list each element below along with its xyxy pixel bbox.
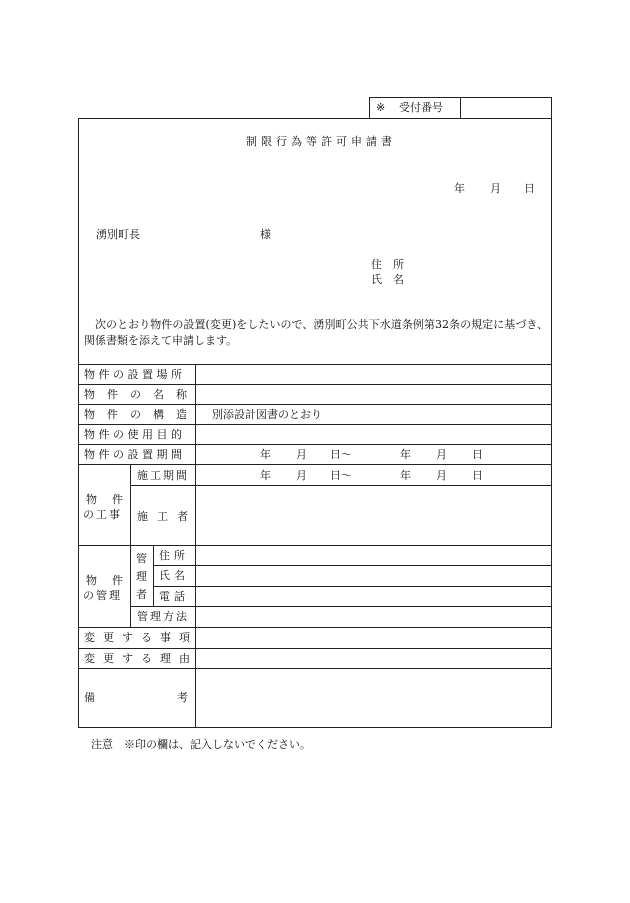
purpose-label: 物件の使用目的	[84, 428, 186, 441]
row-line	[78, 444, 552, 445]
manager-vertical-1: 管	[136, 552, 147, 565]
change-item-field[interactable]	[197, 629, 550, 647]
manager-phone-label: 電話	[159, 590, 189, 603]
application-body-text: 次のとおり物件の設置(変更)をしたいので、湧別町公共下水道条例第32条の規定に基づき、関係書類を添えて申請します。	[84, 318, 548, 347]
manager-name-label: 氏名	[159, 569, 189, 582]
receipt-mark: ※	[376, 101, 386, 114]
row-line	[153, 565, 552, 566]
work-period-label: 施工期間	[137, 469, 189, 482]
install-from-month: 月	[296, 448, 307, 461]
location-field[interactable]	[197, 366, 550, 383]
mgmt-method-label: 管理方法	[137, 610, 189, 623]
work-group-label-line1: 物 件	[86, 493, 125, 506]
date-month-label: 月	[490, 182, 501, 195]
row-line	[78, 464, 552, 465]
purpose-field[interactable]	[197, 426, 550, 443]
install-to-month: 月	[436, 448, 447, 461]
manager-vertical-3: 者	[136, 588, 147, 601]
receipt-number-label: 受付番号	[399, 101, 443, 114]
contractor-field[interactable]	[197, 487, 550, 544]
install-to-year: 年	[400, 448, 411, 461]
row-line	[78, 404, 552, 405]
manager-address-field[interactable]	[197, 547, 550, 564]
remarks-label: 備考	[84, 691, 270, 704]
structure-value: 別添設計図書のとおり	[212, 408, 322, 421]
row-line	[130, 606, 552, 607]
addressee-name: 湧別町長	[96, 228, 140, 241]
work-from-year: 年	[260, 469, 271, 482]
work-to-day: 日	[472, 469, 483, 482]
install-from-year: 年	[260, 448, 271, 461]
row-line	[78, 627, 552, 628]
change-item-label: 変更する事項	[84, 631, 198, 644]
date-day-label: 日	[524, 182, 535, 195]
work-to-year: 年	[400, 469, 411, 482]
name-label: 物件の名称	[84, 388, 199, 401]
row-line	[153, 586, 552, 587]
install-period-label: 物件の設置期間	[84, 448, 186, 461]
group-divider-mgmt	[130, 545, 131, 627]
row-line	[130, 485, 552, 486]
form-title-text: 制限行為等許可申請書	[246, 135, 396, 148]
applicant-address-label: 住 所	[371, 258, 404, 271]
object-name-field[interactable]	[197, 386, 550, 403]
structure-label: 物件の構造	[84, 408, 199, 421]
change-reason-field[interactable]	[197, 650, 550, 667]
mgmt-method-field[interactable]	[197, 608, 550, 626]
manager-name-field[interactable]	[197, 567, 550, 585]
footer-note: 注意 ※印の欄は、記入しないでください。	[91, 738, 311, 751]
receipt-divider	[460, 97, 461, 119]
date-year-label: 年	[454, 182, 465, 195]
mgmt-group-label-line2: の管理	[83, 589, 122, 602]
mgmt-group-label-line1: 物 件	[86, 574, 125, 587]
manager-divider	[153, 545, 154, 606]
manager-address-label: 住所	[159, 549, 189, 562]
group-divider-work	[130, 464, 131, 545]
install-from-day: 日〜	[330, 448, 352, 461]
row-line	[78, 424, 552, 425]
contractor-label: 施工者	[137, 510, 197, 523]
location-label: 物件の設置場所	[84, 368, 186, 381]
row-line	[78, 384, 552, 385]
form-title	[246, 135, 396, 148]
row-line	[78, 545, 552, 546]
remarks-field[interactable]	[197, 670, 550, 727]
addressee-honorific: 様	[260, 228, 271, 241]
work-to-month: 月	[436, 469, 447, 482]
applicant-name-label: 氏 名	[371, 273, 404, 286]
work-group-label-line2: の工事	[83, 508, 122, 521]
row-line	[78, 648, 552, 649]
install-to-day: 日	[472, 448, 483, 461]
receipt-number-field[interactable]	[462, 99, 550, 117]
work-from-day: 日〜	[330, 469, 352, 482]
row-line	[78, 668, 552, 669]
manager-vertical-2: 理	[136, 570, 147, 583]
manager-phone-field[interactable]	[197, 588, 550, 605]
change-reason-label: 変更する理由	[84, 652, 198, 665]
work-from-month: 月	[296, 469, 307, 482]
